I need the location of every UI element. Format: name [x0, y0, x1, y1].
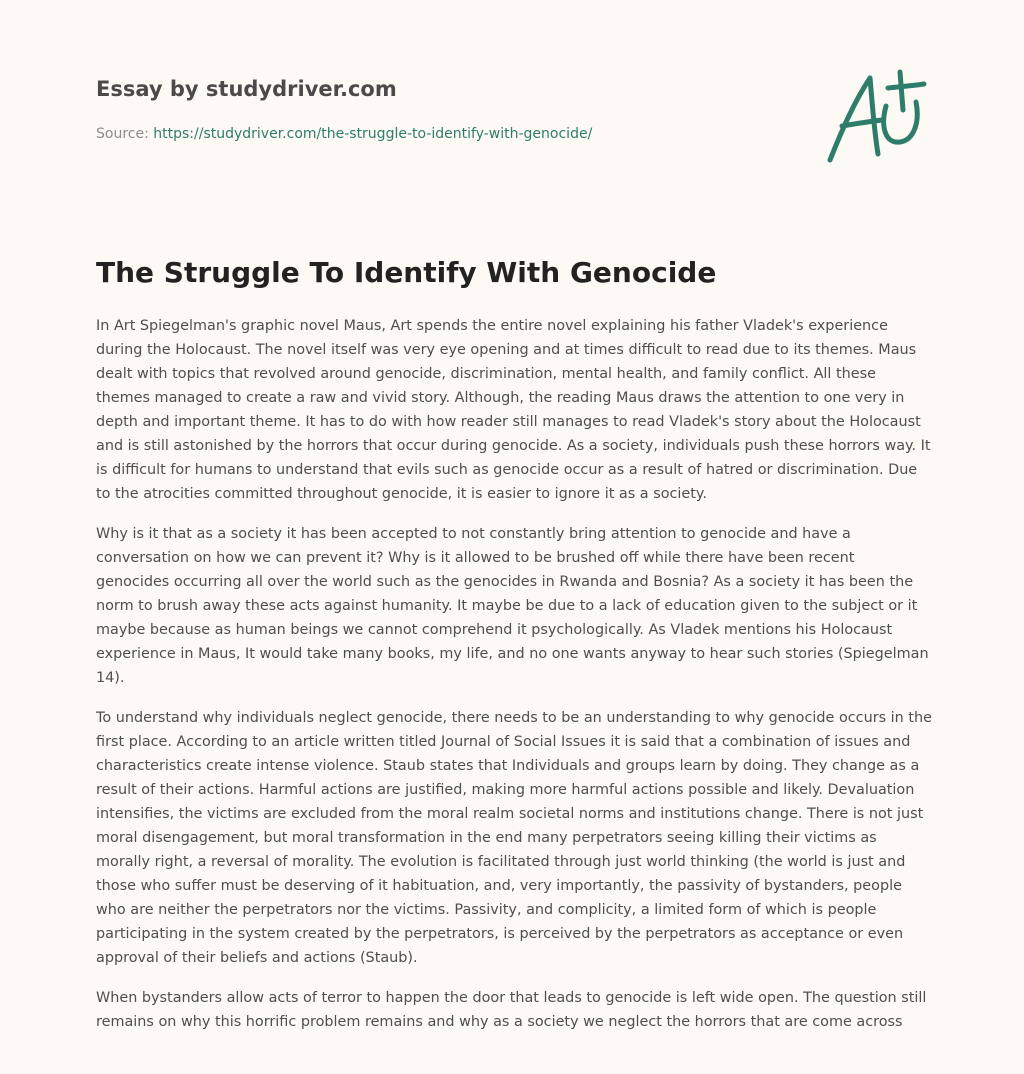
- paragraph-3: To understand why individuals neglect genocide, there needs to be an understanding to why genocide occurs in the first place. According to an article written titled Journal of Social Issues it is said that a combination of issues and characteristics create intense violence. Staub states that Individuals and groups learn by doing. They change as a result of their actions. Harmful actions are justified, making more harmful actions possible and likely. Devaluation intensifies, the victims are excluded from the moral realm societal norms and institutions change. There is not just moral disengagement, but moral transformation in the end many perpetrators seeing killing their victims as morally right, a reversal of morality. The evolution is facilitated through just world thinking (the world is just and those who suffer must be deserving of it habituation, and, very importantly, the passivity of bystanders, people who are neither the perpetrators nor the victims. Passivity, and complicity, a limited form of which is people participating in the system created by the perpetrators, is perceived by the perpetrators as acceptance or even approval of their beliefs and actions (Staub).: [96, 710, 932, 966]
- source-link[interactable]: https://studydriver.com/the-struggle-to-identify-with-genocide/: [153, 126, 593, 142]
- article-body: [96, 314, 932, 1050]
- source-label: Source:: [96, 126, 154, 142]
- paragraph-2: Why is it that as a society it has been accepted to not constantly bring attention to genocide and have a conversation on how we can prevent it? Why is it allowed to be brushed off while there have been recent genocides occurring all over the world such as the genocides in Rwanda and Bosnia? As a society it has been the norm to brush away these acts against humanity. It maybe be due to a lack of education given to the subject or it maybe because as human beings we cannot comprehend it psychologically. As Vladek mentions his Holocaust experience in Maus, It would take many books, my life, and no one wants anyway to hear such stories (Spiegelman 14).: [96, 526, 929, 686]
- article-title: The Struggle To Identify With Genocide: [96, 256, 717, 289]
- paragraph-1: In Art Spiegelman's graphic novel Maus, Art spends the entire novel explaining his father Vladek's experience during the Holocaust. The novel itself was very eye opening and at times difficult to read due to its themes. Maus dealt with topics that revolved around genocide, discrimination, mental health, and family conflict. All these themes managed to create a raw and vivid story. Although, the reading Maus draws the attention to one very in depth and important theme. It has to do with how reader still manages to read Vladek's story about the Holocaust and is still astonished by the horrors that occur during genocide. As a society, individuals push these horrors way. It is difficult for humans to understand that evils such as genocide occur as a result of hatred or discrimination. Due to the atrocities committed throughout genocide, it is easier to ignore it as a society.: [96, 318, 931, 502]
- paragraph-4: When bystanders allow acts of terror to happen the door that leads to genocide is left wide open. The question still remains on why this horrific problem remains and why as a society we neglect the horrors that are come across: [96, 990, 927, 1030]
- essay-header: [96, 74, 736, 144]
- a-plus-logo-icon: [820, 64, 930, 168]
- essay-by-label: Essay by studydriver.com: [96, 77, 397, 101]
- source-line: [96, 124, 736, 144]
